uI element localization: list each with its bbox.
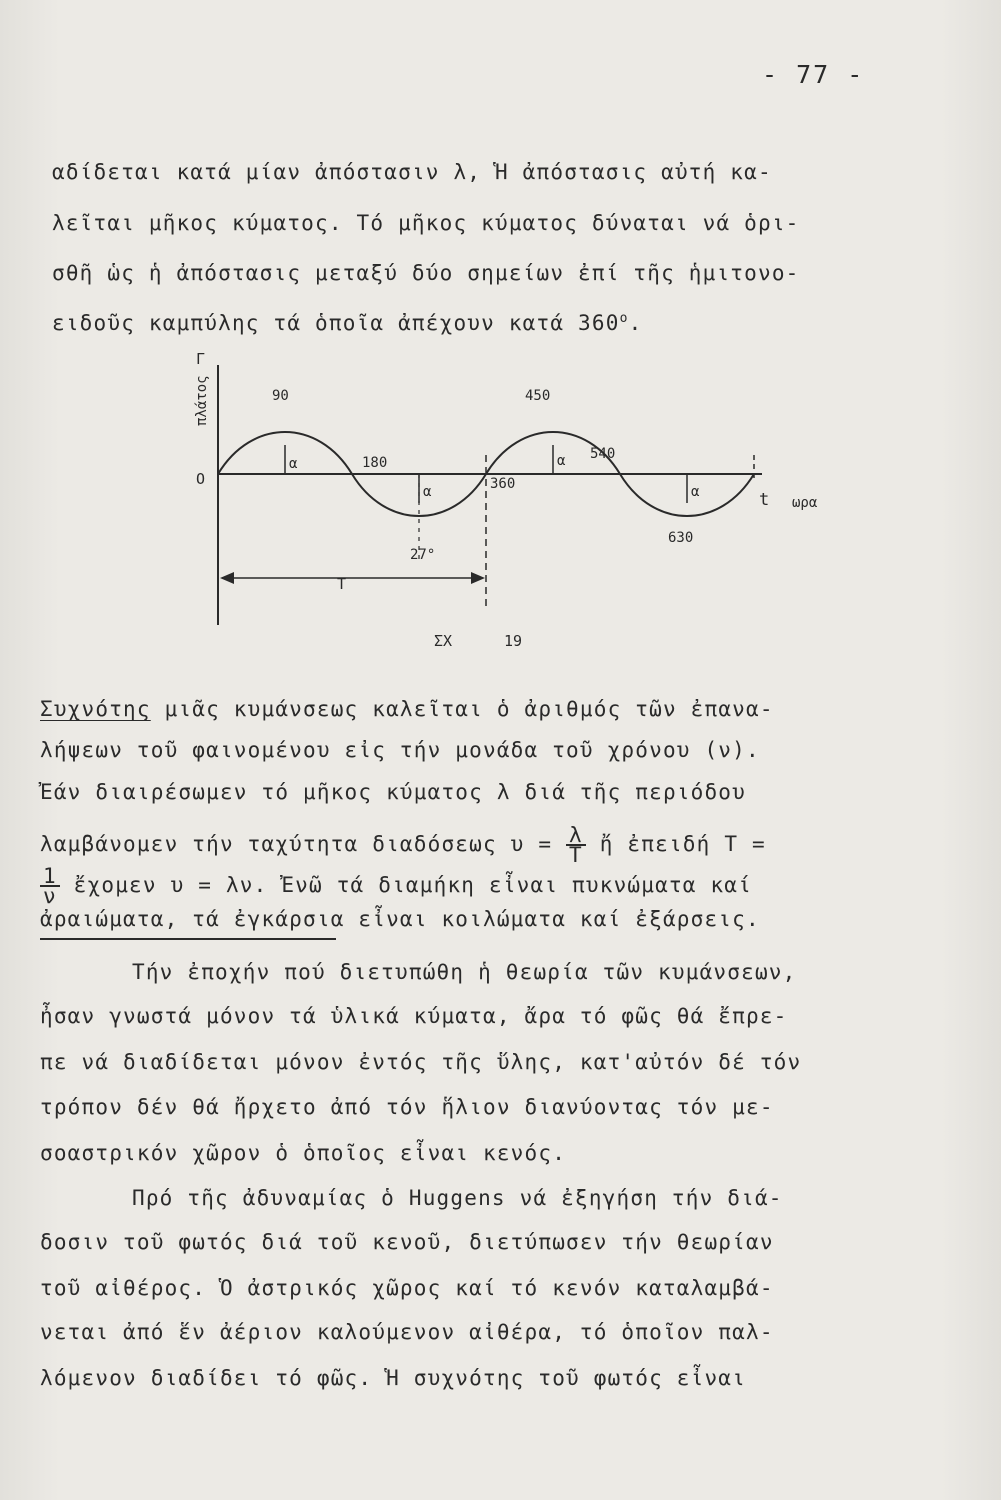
- text-line: πε νά διαδίδεται μόνον ἐντός τῆς ὕλης, κατ'αὐτόν δέ τόν: [40, 1050, 802, 1074]
- amplitude-label: α: [289, 456, 298, 472]
- amplitude-label: α: [691, 484, 700, 500]
- fraction-numerator: λ: [566, 826, 586, 846]
- fraction-denominator: Τ: [569, 843, 583, 867]
- text-line: Ἐάν διαιρέσωμεν τό μῆκος κύματος λ διά τῆς περιόδου: [40, 780, 746, 804]
- label-270: 27°: [410, 547, 436, 563]
- page-number: - 77 -: [762, 60, 865, 89]
- arrow-head-right: [471, 572, 485, 584]
- y-axis-top-label: Γ: [196, 350, 206, 368]
- text-span: ἔχομεν υ = λν. Ἐνῶ τά διαμήκη εἶναι πυκνώματα καί: [59, 873, 752, 897]
- period-label: Τ: [337, 575, 347, 593]
- label-360: 360: [490, 476, 516, 492]
- fraction-denominator: ν: [43, 884, 57, 908]
- text-line: [40, 864, 752, 908]
- text-span: μιᾶς κυμάνσεως καλεῖται ὁ ἀριθμός τῶν ἐπανα-: [150, 697, 774, 721]
- label-180: 180: [362, 455, 388, 471]
- text-line: λήψεων τοῦ φαινομένου εἰς τήν μονάδα τοῦ χρόνου (ν).: [40, 738, 760, 762]
- text-line: λεῖται μῆκος κύματος. Τό μῆκος κύματος δύναται νά ὁρι-: [52, 211, 800, 235]
- fraction-lambda-over-T: [566, 823, 586, 867]
- text-line: νεται ἀπό ἕν ἀέριον καλούμενον αἰθέρα, τό ὁποῖον παλ-: [40, 1320, 774, 1344]
- figure-caption-right: 19: [504, 632, 523, 650]
- time-unit-label: ωρα: [792, 495, 818, 511]
- text-span: λαμβάνομεν τήν ταχύτητα διαδόσεως υ =: [40, 832, 553, 856]
- figure-caption-left: ΣΧ: [434, 632, 453, 650]
- text-line: Πρό τῆς ἀδυναμίας ὁ Huggens νά ἐξηγήση τήν διά-: [132, 1186, 783, 1210]
- text-span: ἤ ἐπειδή Τ =: [585, 832, 766, 856]
- label-540: 540: [590, 446, 616, 462]
- text-line: ειδοῦς καμπύλης τά ὁποῖα ἀπέχουν κατά $360^o$.: [52, 311, 643, 335]
- text-line: σθῆ ὡς ἡ ἀπόστασις μεταξύ δύο σημείων ἐπί τῆς ἡμιτονο-: [52, 261, 800, 285]
- amplitude-label: α: [557, 453, 566, 469]
- text-line: τρόπον δέν θά ἤρχετο ἀπό τόν ἥλιον διανύοντας τόν με-: [40, 1095, 774, 1119]
- text-line: σοαστρικόν χῶρον ὁ ὁποῖος εἶναι κενός.: [40, 1141, 567, 1165]
- y-axis-label: πλάτος: [194, 375, 210, 426]
- underline-rule: [40, 938, 336, 940]
- text-line: αδίδεται κατά μίαν ἀπόστασιν λ, Ἡ ἀπόστασις αὐτή κα-: [52, 160, 772, 184]
- fraction-one-over-nu: [40, 864, 60, 908]
- text-line: Τήν ἐποχήν πού διετυπώθη ἡ θεωρία τῶν κυμάνσεων,: [132, 960, 797, 984]
- time-axis-label: t: [759, 490, 770, 510]
- fraction-numerator: 1: [40, 867, 60, 887]
- origin-label: Ο: [196, 470, 206, 488]
- degree-sign: ο: [619, 311, 629, 326]
- term-underlined: Συχνότης: [40, 697, 151, 721]
- amplitude-label: α: [423, 484, 432, 500]
- text-line: ἀραιώματα, τά ἐγκάρσια εἶναι κοιλώματα καί ἐξάρσεις.: [40, 907, 760, 931]
- label-630: 630: [668, 530, 694, 546]
- arrow-head-left: [220, 572, 234, 584]
- text-span: ειδοῦς καμπύλης τά ὁποῖα ἀπέχουν κατά 360: [52, 311, 620, 335]
- text-line: λόμενον διαδίδει τό φῶς. Ἡ συχνότης τοῦ φωτός εἶναι: [40, 1366, 746, 1390]
- text-line: [40, 697, 774, 721]
- text-line: τοῦ αἰθέρος. Ὁ ἀστρικός χῶρος καί τό κενόν καταλαμβά-: [40, 1276, 774, 1300]
- text-line: ἦσαν γνωστά μόνον τά ὑλικά κύματα, ἄρα τό φῶς θά ἔπρε-: [40, 1004, 788, 1028]
- sine-curve: [218, 432, 754, 516]
- text-line: [40, 823, 766, 867]
- label-90: 90: [272, 388, 289, 404]
- label-450: 450: [525, 388, 551, 404]
- text-line: δοσιν τοῦ φωτός διά τοῦ κενοῦ, διετύπωσεν τήν θεωρίαν: [40, 1230, 774, 1254]
